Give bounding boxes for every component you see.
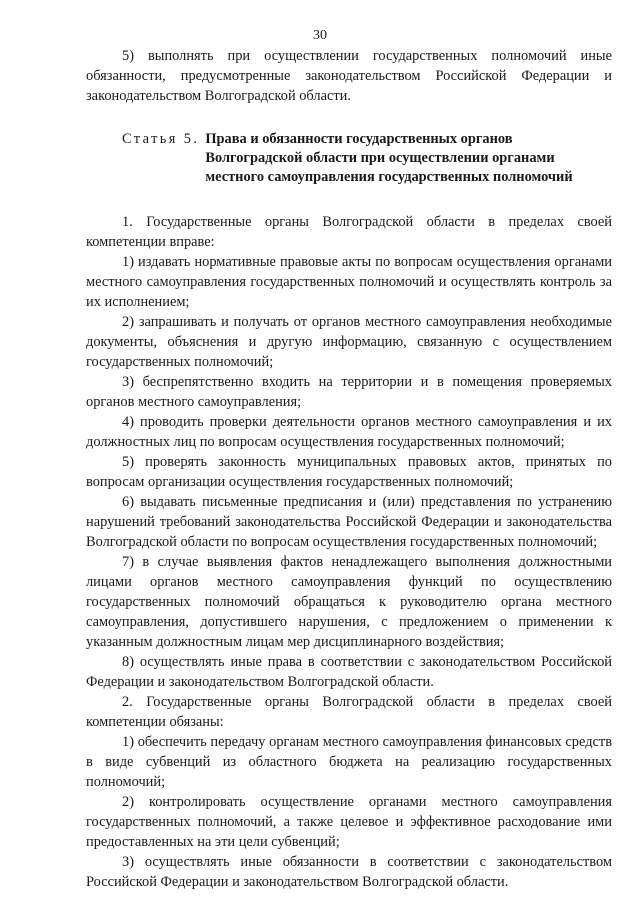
article-title: Права и обязанности государственных органов Волгоградской области при осуществлении органами местного самоуправления государственных полномочий — [205, 131, 573, 185]
article-heading — [86, 130, 612, 187]
paragraph-section-2: 2. Государственные органы Волгоградской области в пределах своей компетенции обязаны: — [86, 694, 612, 730]
paragraph-right-7: 7) в случае выявления фактов ненадлежащего выполнения должностными лицами органов местного самоуправления функций по осуществлению государственных полномочий обращаться к руководителю органа местного самоуправления, допустившего нарушения, с предложением о применении к указанным должностным лицам мер дисциплинарного воздействия; — [86, 554, 612, 650]
paragraph-right-5: 5) проверять законность муниципальных правовых актов, принятых по вопросам организации осуществления государственных полномочий; — [86, 454, 612, 490]
paragraph-right-1: 1) издавать нормативные правовые акты по вопросам осуществления органами местного самоуправления государственных полномочий и осуществлять контроль за их исполнением; — [86, 254, 612, 310]
paragraph-obligation-5: 5) выполнять при осуществлении государственных полномочий иные обязанности, предусмотренные законодательством Российской Федерации и законодательством Волгоградской области. — [86, 48, 612, 104]
paragraph-duty-1: 1) обеспечить передачу органам местного самоуправления финансовых средств в виде субвенций из областного бюджета на реализацию государственных полномочий; — [86, 734, 612, 790]
paragraph-right-3: 3) беспрепятственно входить на территории и в помещения проверяемых органов местного самоуправления; — [86, 374, 612, 410]
page-number: 30 — [313, 28, 327, 43]
article-label: Статья 5. — [122, 131, 200, 147]
document-body — [86, 46, 612, 892]
paragraph-duty-3: 3) осуществлять иные обязанности в соответствии с законодательством Российской Федерации и законодательством Волгоградской области. — [86, 854, 612, 890]
paragraph-right-2: 2) запрашивать и получать от органов местного самоуправления необходимые документы, объяснения и другую информацию, связанную с осуществлением государственных полномочий; — [86, 314, 612, 370]
paragraph-right-8: 8) осуществлять иные права в соответствии с законодательством Российской Федерации и законодательством Волгоградской области. — [86, 654, 612, 690]
paragraph-right-4: 4) проводить проверки деятельности органов местного самоуправления и их должностных лиц по вопросам осуществления государственных полномочий; — [86, 414, 612, 450]
paragraph-duty-2: 2) контролировать осуществление органами местного самоуправления государственных полномочий, а также целевое и эффективное расходование ими предоставленных на эти цели субвенций; — [86, 794, 612, 850]
paragraph-right-6: 6) выдавать письменные предписания и (или) представления по устранению нарушений требований законодательства Российской Федерации и законодательства Волгоградской области по вопросам осуществления государственных полномочий; — [86, 494, 612, 550]
paragraph-section-1: 1. Государственные органы Волгоградской области в пределах своей компетенции вправе: — [86, 214, 612, 250]
